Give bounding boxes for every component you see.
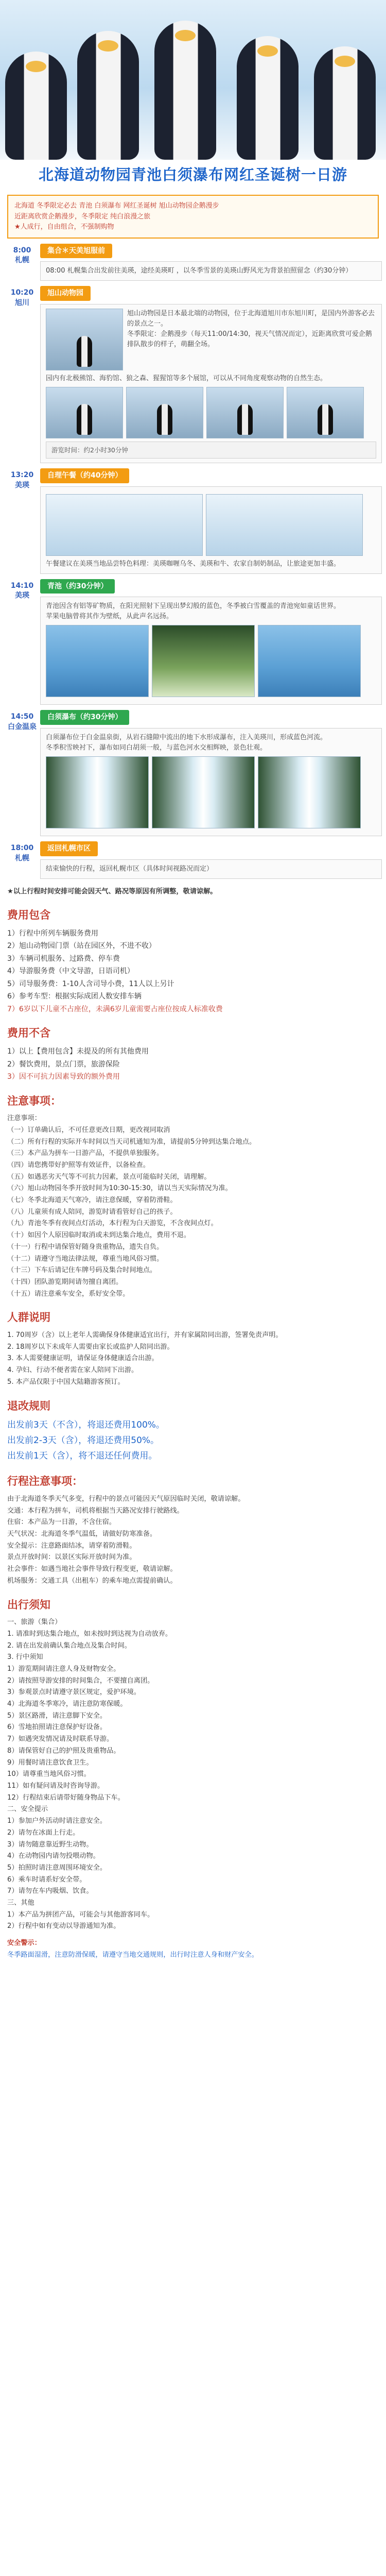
- list-item: 二、安全提示: [7, 1805, 48, 1814]
- list-item: 1）参加户外活动时请注意安全。: [7, 1817, 107, 1825]
- stop-text: 苹果电脑曾将其作为壁纸，从此声名远扬。: [46, 613, 173, 621]
- stop-text: 08:00 札幌集合出发前往美瑛，途经美瑛町 ，以冬季雪景的美瑛山野风光为背景拍照留念（约30分钟）: [46, 267, 353, 275]
- exit-title: 出行须知: [7, 1598, 50, 1611]
- animal-photo: [46, 387, 123, 438]
- blue-pond-photo: [46, 625, 149, 697]
- stop-text: 旭山动物园是日本最北端的动物园，位于北海道旭川市东旭川町，是国内外游客必去的景点之一。: [127, 309, 375, 328]
- list-item: 3）因不可抗力因素导致的额外费用: [7, 1073, 120, 1081]
- list-item: 住宿：本产品为一日游，不含住宿。: [7, 1518, 116, 1527]
- day-block-lunch: [4, 468, 382, 574]
- list-item: 3. 行中须知: [7, 1653, 43, 1662]
- list-item: 社会事件：如遇当地社会事件导致行程变更，敬请谅解。: [7, 1565, 177, 1573]
- list-item: 1）本产品为拼团产品，可能会与其他游客同车。: [7, 1910, 154, 1919]
- list-item: 1. 请准时到达集合地点，如未按时到达视为自动放弃。: [7, 1630, 172, 1638]
- day-block-blue-pond: [4, 579, 382, 705]
- stop-card: [40, 597, 382, 705]
- list-item: 7）如遇突发情况请及时联系导游。: [7, 1735, 114, 1743]
- list-item: （六）旭山动物园冬季开放时间为10:30-15:30，请以当天实际情况为准。: [7, 1184, 232, 1193]
- stop-card: [40, 728, 382, 836]
- list-item: 8）请保管好自己的护照及贵重物品。: [7, 1747, 120, 1755]
- stop-text: 冬季限定：企鹅漫步（每天11:00/14:30，视天气情况而定），近距离欣赏可爱企鹅排队散步的样子，萌翻全场。: [127, 330, 372, 349]
- list-item: 交通：本行程为拼车，司机将根据当天路况安排行驶路线。: [7, 1506, 184, 1515]
- list-item: （一）订单确认后，不可任意更改日期，更改视同取消: [7, 1126, 170, 1134]
- list-item: 4）北海道冬季寒冷，请注意防寒保暖。: [7, 1700, 127, 1708]
- list-item: 2）旭山动物园门票（站在园区外，不进不收）: [7, 942, 156, 951]
- list-item: 1）游览期间请注意人身及财物安全。: [7, 1665, 120, 1673]
- fee-out-title: 费用不含: [7, 1027, 50, 1040]
- penguin-photo: [46, 309, 123, 370]
- list-item: 3）请勿随意靠近野生动物。: [7, 1840, 93, 1849]
- list-item: 12）行程结束后请带好随身物品下车。: [7, 1793, 125, 1802]
- list-item: 5）司导服务费：1-10人含司导小费，11人以上另计: [7, 979, 174, 988]
- list-item: 5）拍照时请注意周围环境安全。: [7, 1863, 107, 1872]
- stop-text: 午餐建议在美瑛当地品尝特色料理：美瑛咖喱乌冬、美瑛和牛、农家自制奶制品，让旅途更加丰盛。: [46, 560, 341, 568]
- penguin-figure: [5, 52, 67, 160]
- list-item: 3）车辆司机服务、过路费、停车费: [7, 954, 120, 963]
- time-label: 8:00 札幌: [13, 246, 31, 265]
- list-item: 2）请勿在冰面上行走。: [7, 1828, 80, 1837]
- list-item: 安全提示：注意路面结冰，请穿着防滑鞋。: [7, 1541, 136, 1550]
- day-block-return: [4, 841, 382, 879]
- list-item: 1）行程中所列车辆服务费用: [7, 929, 98, 938]
- snow-photo: [206, 494, 363, 556]
- list-item: 三、其他: [7, 1899, 34, 1907]
- list-item: （二）所有行程的实际开车时间以当天司机通知为准，请提前5分钟到达集合地点。: [7, 1138, 256, 1146]
- fee-in-title: 费用包含: [7, 909, 50, 922]
- list-item: 2）餐饮费用，景点门票，旅游保险: [7, 1060, 120, 1069]
- stop-badge: 自理午餐（约40分钟）: [40, 468, 129, 483]
- list-item: 一、旅游（集合）: [7, 1618, 62, 1626]
- stop-badge: 旭山动物园: [40, 286, 91, 300]
- stop-badge: 青池（约30分钟）: [40, 579, 115, 594]
- safety-block: [0, 1933, 386, 1961]
- day-block-shirahige: [4, 710, 382, 836]
- list-item: 注意事项：: [7, 1114, 41, 1123]
- safety-label: 安全警示：: [7, 1939, 41, 1947]
- stop-card: [40, 304, 382, 464]
- list-item: 出发前1天（含），将不退还任何费用。: [7, 1450, 157, 1461]
- intro-line: 北海道 冬季限定必去 青池 白须瀑布 网红圣诞树 旭山动物园企鹅漫步: [14, 202, 219, 210]
- list-item: （十）如因个人原因临时取消或未到达集合地点，费用不退。: [7, 1231, 191, 1240]
- list-item: 2）请按照导游安排的时间集合，不要擅自离团。: [7, 1676, 154, 1685]
- list-item: （四）请您携带好护照等有效证件，以备检查。: [7, 1161, 150, 1169]
- time-label: 10:20 旭川: [10, 289, 34, 307]
- stop-card: [40, 859, 382, 879]
- list-item: 出发前3天（不含），将退还费用100%。: [7, 1420, 165, 1431]
- title-bar: [0, 160, 386, 190]
- list-item: （七）冬季北海道天气寒冷，请注意保暖，穿着防滑鞋。: [7, 1196, 177, 1205]
- stop-text: 白须瀑布位于白金温泉街，从岩石缝隙中流出的地下水形成瀑布，注入美瑛川，形成蓝色河流。: [46, 733, 327, 741]
- stop-text: 园内有北极熊馆、海豹馆、狼之森、猩猩馆等多个展馆，可以从不同角度观察动物的自然生态。: [46, 374, 327, 382]
- time-label: 14:10 美瑛: [10, 581, 34, 600]
- day-block-depart: [4, 244, 382, 281]
- list-item: 由于北海道冬季天气多变，行程中的景点可能因天气原因临时关闭，敬请谅解。: [7, 1495, 245, 1503]
- waterfall-photo: [46, 756, 149, 828]
- list-item: 2）行程中如有变动以导游通知为准。: [7, 1922, 120, 1930]
- list-item: （三）本产品为拼车一日游产品，不提供单独服务。: [7, 1149, 164, 1158]
- list-item: 景点开放时间：以景区实际开放时间为准。: [7, 1553, 136, 1562]
- list-item: （十四）团队游览期间请勿擅自离团。: [7, 1278, 123, 1286]
- list-item: 7）6岁以下儿童不占座位，未满6岁儿童需要占座位按成人标准收费: [7, 1005, 223, 1013]
- penguin-figure: [237, 36, 299, 160]
- list-item: 4）在动物园内请勿投喂动物。: [7, 1852, 100, 1860]
- people-title: 人群说明: [7, 1311, 50, 1324]
- list-item: （五）如遇恶劣天气等不可抗力因素，景点可能临时关闭，请理解。: [7, 1173, 211, 1181]
- list-item: 10）请尊重当地风俗习惯。: [7, 1770, 91, 1778]
- people-list: [0, 1330, 386, 1388]
- notice-title: 注意事项：: [7, 1094, 61, 1107]
- time-label: 13:20 美瑛: [10, 471, 34, 489]
- list-item: 6）乘车时请系好安全带。: [7, 1875, 86, 1884]
- travel-notice-list: [0, 1494, 386, 1587]
- list-item: 6）雪地拍照请注意保护好设备。: [7, 1723, 107, 1732]
- page-title: 北海道动物园青池白须瀑布网红圣诞树一日游: [38, 166, 347, 183]
- waterfall-photo: [152, 756, 255, 828]
- list-item: 6）参考车型：根据实际成团人数安排车辆: [7, 992, 142, 1001]
- list-item: 4. 孕妇、行动不便者需在家人陪同下出游。: [7, 1366, 138, 1375]
- list-item: 5. 本产品仅限于中国大陆籍游客预订。: [7, 1378, 125, 1386]
- intro-line: 近距离欣赏企鹅漫步，冬季限定 纯白浪漫之旅: [14, 212, 151, 221]
- penguin-figure: [77, 31, 139, 160]
- animal-photo: [126, 387, 203, 438]
- snow-photo: [46, 494, 203, 556]
- penguin-figure: [314, 46, 376, 160]
- exit-list: [0, 1617, 386, 1933]
- list-item: 2. 18周岁以下未成年人需要由家长或监护人陪同出游。: [7, 1343, 174, 1351]
- waterfall-photo: [258, 756, 361, 828]
- list-item: 9）用餐时请注意饮食卫生。: [7, 1758, 93, 1767]
- list-item: （十二）请遵守当地法律法规，尊重当地风俗习惯。: [7, 1255, 164, 1263]
- stop-badge: 返回札幌市区: [40, 841, 98, 856]
- stop-card: [40, 261, 382, 281]
- list-item: 5）景区路滑，请注意脚下安全。: [7, 1711, 107, 1720]
- list-item: （十一）行程中请保管好随身贵重物品，遗失自负。: [7, 1243, 164, 1251]
- list-item: 出发前2-3天（含），将退还费用50%。: [7, 1435, 160, 1446]
- list-item: 3. 本人需要健康证明，请保证身体健康适合出游。: [7, 1354, 159, 1363]
- list-item: 4）导游服务费（中文导游，日语司机）: [7, 967, 134, 976]
- day-block-asahiyama: [4, 286, 382, 463]
- list-item: 1）以上【费用包含】未提及的所有其他费用: [7, 1047, 149, 1056]
- stop-text: 青池因含有铝等矿物质，在阳光照射下呈现出梦幻般的蓝色，冬季被白雪覆盖的青池宛如童话世界。: [46, 602, 341, 611]
- list-item: （八）儿童须有成人陪同，游览时请看管好自己的孩子。: [7, 1208, 177, 1216]
- time-label: 18:00 札幌: [10, 844, 34, 862]
- notice-list: [0, 1113, 386, 1300]
- info-strip: 游览时间：约2小时30分钟: [46, 442, 376, 459]
- animal-photo: [206, 387, 284, 438]
- animal-photo: [287, 387, 364, 438]
- list-item: （十三）下车后请记住车牌号码及集合时间地点。: [7, 1266, 157, 1275]
- list-item: 7）请勿在车内吸烟、饮食。: [7, 1887, 93, 1895]
- list-item: 2. 请在出发前确认集合地点及集合时间。: [7, 1641, 131, 1650]
- intro-line: ★人成行，自由组合，不强制购物: [14, 223, 114, 231]
- blue-pond-photo: [258, 625, 361, 697]
- list-item: 1. 70周岁（含）以上老年人需确保身体健康适宜出行，并有家属陪同出游，签署免责声明。: [7, 1331, 283, 1339]
- travel-notice-title: 行程注意事项：: [7, 1475, 83, 1488]
- note-top: ★以上行程时间安排可能会因天气、路况等原因有所调整，敬请谅解。: [7, 887, 217, 895]
- stop-badge: 集合＊天美旭服前: [40, 244, 112, 258]
- stop-badge: 白须瀑布（约30分钟）: [40, 710, 129, 724]
- list-item: （九）青池冬季有夜间点灯活动，本行程为白天游览，不含夜间点灯。: [7, 1219, 218, 1228]
- fee-in-list: [0, 927, 386, 1016]
- list-item: （十五）请注意乘车安全，系好安全带。: [7, 1290, 130, 1298]
- refund-title: 退改规则: [7, 1399, 50, 1412]
- stop-text: 结束愉快的行程，返回札幌市区（具体时间视路况而定）: [46, 865, 214, 873]
- list-item: 天气状况：北海道冬季气温低，请做好防寒准备。: [7, 1530, 157, 1538]
- list-item: 机场服务：交通工具（出租车）的乘车地点需提前确认。: [7, 1577, 177, 1585]
- stop-text: 冬季积雪映衬下，瀑布如同白胡须一般，与蓝色河水交相辉映，景色壮观。: [46, 743, 267, 752]
- refund-list: [0, 1418, 386, 1464]
- blue-pond-photo: [152, 625, 255, 697]
- stop-card: [40, 486, 382, 574]
- list-item: 3）参观景点时请遵守景区规定，爱护环境。: [7, 1688, 141, 1697]
- penguin-figure: [154, 21, 216, 160]
- fee-out-list: [0, 1045, 386, 1083]
- safety-text: 冬季路面湿滑，注意防滑保暖，请遵守当地交通规则，出行时注意人身和财产安全。: [7, 1951, 258, 1959]
- hero-image: [0, 0, 386, 160]
- time-label: 14:50 白金温泉: [8, 713, 37, 732]
- list-item: 11）如有疑问请及时咨询导游。: [7, 1782, 104, 1790]
- intro-box: [7, 195, 379, 238]
